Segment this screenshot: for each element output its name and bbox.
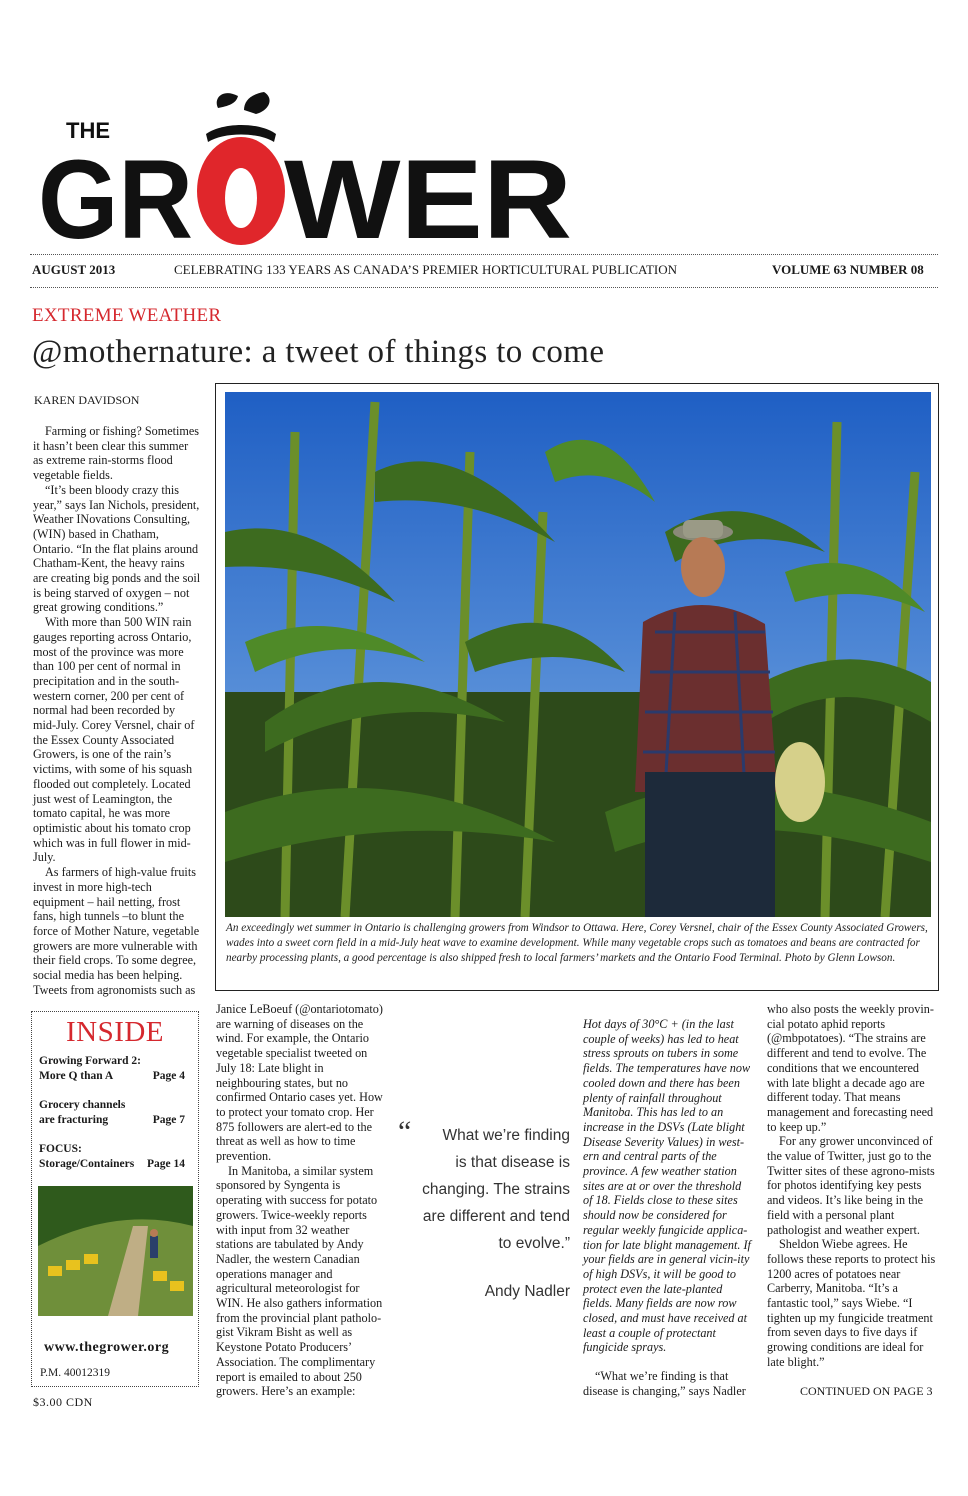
inside-title: INSIDE <box>65 1016 165 1048</box>
paragraph: In Manitoba, a similar system sponsored by Syngenta is operating with success for potato growers. Twice-weekly reports with input from 32 weather stations are tabulated by Andy Nadler, the western Canadian operations manager and agricultural meteorologist for WIN. He also gathers information from the provincial plant patholo-gist Vikram Bisht as well as Keystone Potato Producers’ Association. The complimentary report is emailed to about 250 growers. Here’s an example: <box>216 1163 383 1399</box>
article-column-2 <box>216 1002 386 1399</box>
grower-logo <box>38 88 578 258</box>
photo-caption: An exceedingly wet summer in Ontario is challenging growers from Windsor to Ottawa. Here, Corey Versnel, chair of the Essex County Associated Growers, wades into a sweet corn field in a mid-July heat wave to examine development. While many vegetable crops such as tomatoes and beans are contracted for nearby processing plants, a good percentage is also shipped fresh to local farmers’ markets and the Ontario Food Terminal. Photo by Glenn Lowson. <box>226 922 928 964</box>
svg-text:WER: WER <box>284 137 572 258</box>
article-column-1 <box>33 424 201 997</box>
inside-item-line1: FOCUS: <box>39 1143 82 1155</box>
pull-quote-line: changing. The strains <box>422 1181 570 1198</box>
article-kicker: EXTREME WEATHER <box>32 305 222 326</box>
paragraph: As farmers of high-value fruits invest in more high-tech equipment – hail netting, frost fans, high tunnels –to blunt the force of Mother Nature, vegetable growers are more vulnerable with their field crops. To some degree, social media has been helping. Tweets from agronomists such as <box>33 865 200 997</box>
masthead-bottom-rule <box>30 287 938 288</box>
corn-field-photo <box>225 392 931 917</box>
paragraph: “It’s been bloody crazy this year,” says Ian Nichols, president, Weather INovations Consulting, (WIN) based in Chatham, Ontario. “In the flat plains around Chatham-Kent, the heavy rains are creating big ponds and the soil is being starved of oxygen – not great growing conditions.” <box>33 482 201 615</box>
logo-the-text: THE <box>66 118 110 143</box>
quote-mark: “ <box>398 1115 412 1148</box>
inside-item-line2: Storage/Containers <box>39 1158 135 1170</box>
paragraph: who also posts the weekly provin-cial potato aphid reports (@mbpotatoes). “The strains are different and tend to evolve. The conditions that we encountered with late blight a decade ago are different today. That means management and forecasting need to keep up.” <box>767 1002 934 1134</box>
inside-item-page: Page 7 <box>152 1114 185 1126</box>
storage-containers-photo <box>38 1186 193 1316</box>
paragraph: Farming or fishing? Sometimes it hasn’t been clear this summer as extreme rain-storms flood vegetable fields. <box>33 424 200 483</box>
report-excerpt: Hot days of 30°C + (in the last couple of weeks) has led to heat stress sprouts on tubers in some fields. The temperatures have now cooled down and there has been plenty of rainfall throughout Manitoba. This has led to an increase in the DSVs (Late blight Disease Severity Values) in west-ern and central parts of the province. A few weather station sites are at or over the threshold of 18. Fields close to these sites should now be considered for regular weekly fungicide applica-tion for late blight management. If your fields are in general vicin-ity of high DSVs, it will be good to protect even the late-planted fields. Many fields are now row closed, and must have received at least a couple of protectant fungicide sprays. <box>583 1017 751 1355</box>
svg-text:GR: GR <box>38 137 193 258</box>
photo-frame <box>215 383 939 991</box>
pull-quote-line: are different and tend <box>422 1208 570 1225</box>
paragraph: “What we’re finding is that disease is changing,” says Nadler <box>583 1369 746 1398</box>
postal-number: P.M. 40012319 <box>40 1367 110 1379</box>
inside-item-line1: Grocery channels <box>39 1099 126 1111</box>
apple-icon <box>197 92 285 245</box>
paragraph: With more than 500 WIN rain gauges reporting across Ontario, most of the province was more than 100 per cent of normal in precipitation and in the south-western corner, 200 per cent of normal had been recorded by mid-July. Corey Versnel, chair of the Essex County Associated Growers, is one of the rain’s victims, with some of his squash flooded out completely. Located just west of Leamington, the tomato capital, he was more optimistic about his tomato crop which was in full flower in mid-July. <box>33 615 195 865</box>
inside-item[interactable] <box>39 1098 191 1128</box>
paragraph: Janice LeBoeuf (@ontariotomato) are warning of diseases on the wind. For example, the Ontario vegetable specialist tweeted on July 18: Late blight in neighbouring states, but no confirmed Ontario cases yet. How to protect your tomato crop. Her 875 followers are alert-ed to the threat as well as how to time prevention. <box>216 1002 383 1164</box>
continued-on-page[interactable]: CONTINUED ON PAGE 3 <box>800 1384 933 1398</box>
article-headline: @mothernature: a tweet of things to come <box>32 334 605 370</box>
pull-quote-line: to evolve.” <box>498 1235 570 1252</box>
inside-item-line2: are fracturing <box>39 1114 109 1126</box>
paragraph: For any grower unconvinced of the value of Twitter, just go to the Twitter sites of these agrono-mists for photos identifying key pests and videos. It’s like being in the field with a personal plant pathologist and weather expert. <box>767 1134 935 1237</box>
pull-quote <box>396 1115 570 1301</box>
pull-quote-attribution: Andy Nadler <box>484 1283 570 1300</box>
volume-number: VOLUME 63 NUMBER 08 <box>772 262 924 277</box>
inside-item-page: Page 4 <box>152 1070 185 1082</box>
paragraph: Sheldon Wiebe agrees. He follows these reports to protect his 1200 acres of potatoes near Carberry, Manitoba. “It’s a fantastic tool,” says Wiebe. “I tighten up my fungicide treatment from seven days to five days if growing conditions are ideal for late blight.” <box>767 1237 936 1369</box>
inside-item-line1: Growing Forward 2: <box>39 1055 142 1067</box>
inside-item-page: Page 14 <box>146 1158 185 1170</box>
byline: KAREN DAVIDSON <box>34 393 140 407</box>
article-column-4 <box>767 1002 939 1370</box>
masthead-tagline: CELEBRATING 133 YEARS AS CANADA’S PREMIER HORTICULTURAL PUBLICATION <box>174 262 678 277</box>
cover-price: $3.00 CDN <box>33 1395 93 1409</box>
inside-item[interactable] <box>39 1054 191 1084</box>
website-link[interactable]: www.thegrower.org <box>44 1340 170 1355</box>
issue-date: AUGUST 2013 <box>32 262 116 277</box>
article-column-3 <box>583 1017 753 1399</box>
inside-item[interactable] <box>39 1142 191 1172</box>
inside-box <box>31 1011 199 1387</box>
pull-quote-line: is that disease is <box>455 1154 570 1171</box>
pull-quote-line: What we’re finding <box>442 1127 570 1144</box>
masthead-top-rule <box>30 254 938 255</box>
inside-item-line2: More Q than A <box>39 1070 114 1082</box>
